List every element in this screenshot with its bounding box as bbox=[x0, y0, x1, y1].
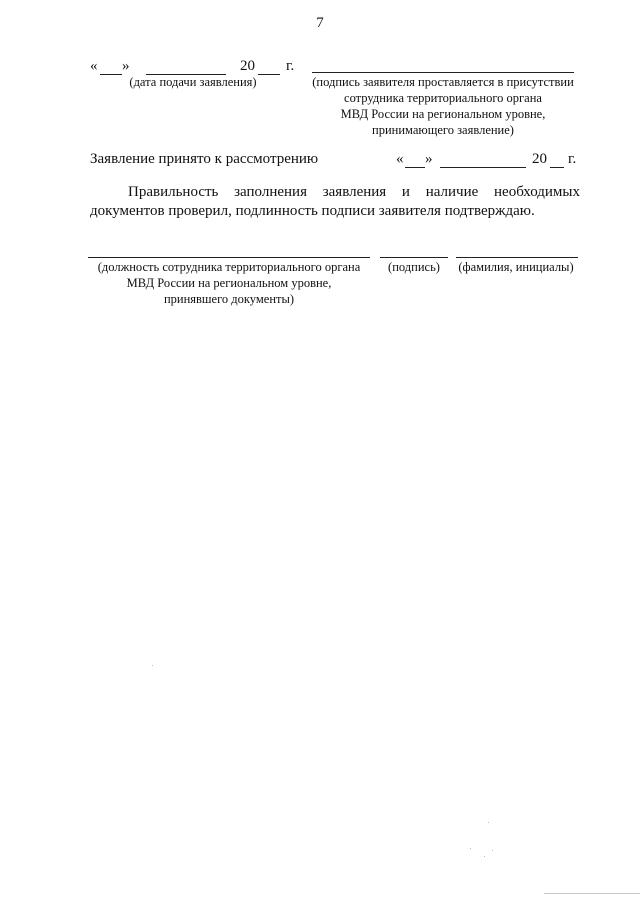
officer-signature-caption: (подпись) bbox=[388, 260, 440, 274]
year-suffix: г. bbox=[286, 58, 295, 74]
date-quote-open: « bbox=[90, 58, 98, 74]
accepted-day-line bbox=[405, 167, 425, 168]
applicant-signature-caption: (подпись заявителя проставляется в присутствии сотрудника территориального органа МВД России на региональном уровне, принимающего заявление) bbox=[312, 75, 574, 137]
officer-signature-line bbox=[380, 257, 448, 258]
accepted-quote-open: « bbox=[396, 151, 404, 167]
verification-line-2: документов проверил, подлинность подписи заявителя подтверждаю. bbox=[90, 203, 535, 219]
accepted-month-line bbox=[440, 167, 526, 168]
verification-line-1: Правильность заполнения заявления и наличие необходимых bbox=[128, 184, 580, 200]
scan-speck bbox=[484, 856, 485, 857]
scan-edge-line bbox=[544, 893, 640, 894]
accepted-label: Заявление принято к рассмотрению bbox=[90, 151, 319, 167]
year-prefix: 20 bbox=[240, 58, 255, 74]
officer-name-line bbox=[456, 257, 578, 258]
officer-position-caption: (должность сотрудника территориального органа МВД России на региональном уровне, принявшего документы) bbox=[97, 260, 361, 306]
officer-name-caption: (фамилия, инициалы) bbox=[458, 260, 574, 274]
scan-speck bbox=[492, 850, 493, 851]
applicant-signature-line bbox=[312, 72, 574, 73]
scan-speck bbox=[470, 848, 471, 849]
page-number: 7 bbox=[316, 15, 324, 31]
accepted-year-suffix: г. bbox=[568, 151, 577, 167]
accepted-year-line bbox=[550, 167, 564, 168]
date-quote-close: » bbox=[122, 58, 130, 74]
scan-speck bbox=[152, 665, 153, 666]
accepted-quote-close: » bbox=[425, 151, 433, 167]
officer-position-line bbox=[88, 257, 370, 258]
date-caption: (дата подачи заявления) bbox=[129, 75, 257, 89]
accepted-year-prefix: 20 bbox=[532, 151, 547, 167]
scan-speck bbox=[488, 822, 489, 823]
